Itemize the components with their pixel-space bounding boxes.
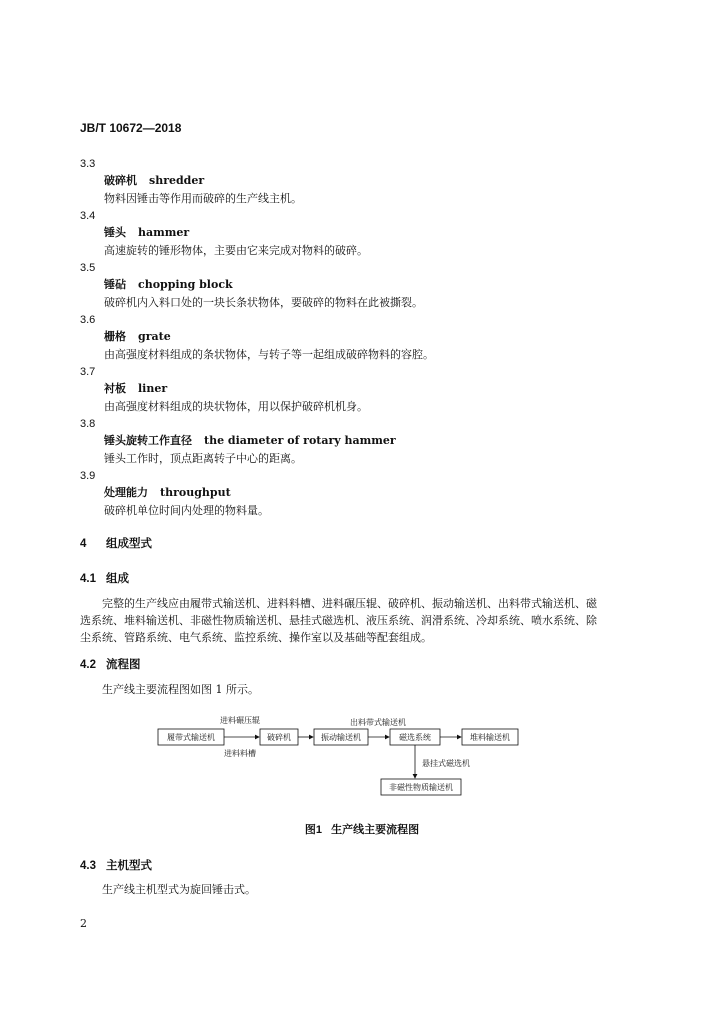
- term-en: liner: [138, 382, 168, 395]
- term-en: shredder: [149, 174, 205, 187]
- feed-chute-label: 进料料槽: [224, 749, 256, 758]
- term-cn: 破碎机: [104, 174, 137, 187]
- term-number: 3.4: [80, 210, 96, 222]
- box-vibrating-conveyor: [314, 729, 368, 745]
- section-4-2-heading: [80, 656, 141, 672]
- process-flowchart: [150, 712, 530, 802]
- term-3-5: [80, 260, 660, 311]
- section-4-3-heading: [80, 857, 152, 873]
- section-number: 4.2: [80, 659, 96, 671]
- section-4-3-body: 生产线主机型式为旋回锤击式。: [102, 883, 256, 896]
- outfeed-belt-label: 出料带式输送机: [350, 718, 406, 727]
- section-title: 主机型式: [106, 860, 152, 872]
- term-cn: 栅格: [104, 330, 126, 343]
- figure-caption: 图1 生产线主要流程图: [304, 824, 420, 836]
- term-en: chopping block: [138, 278, 233, 291]
- term-cn: 衬板: [104, 382, 126, 395]
- crusher-label: 破碎机: [267, 733, 291, 742]
- term-en: throughput: [160, 486, 231, 499]
- box-nonmagnetic-conveyor: [381, 779, 461, 795]
- box-magnetic-system: [390, 729, 440, 745]
- term-definition: 高速旋转的锤形物体，主要由它来完成对物料的破碎。: [104, 244, 368, 257]
- magnetic-system-label: 磁选系统: [399, 733, 431, 742]
- section-title: 组成: [106, 573, 129, 585]
- box-crawler-conveyor: [158, 729, 224, 745]
- term-number: 3.7: [80, 366, 96, 378]
- term-en: grate: [138, 330, 171, 343]
- term-en: hammer: [138, 226, 190, 239]
- term-en: the diameter of rotary hammer: [204, 434, 396, 447]
- term-3-9: [80, 468, 660, 519]
- term-number: 3.5: [80, 262, 96, 274]
- term-3-6: [80, 312, 660, 363]
- term-definition: 由高强度材料组成的条状物体，与转子等一起组成破碎物料的容腔。: [104, 348, 434, 361]
- term-3-8: [80, 416, 660, 467]
- section-number: 4.1: [80, 573, 96, 585]
- term-definition: 物料因锤击等作用而破碎的生产线主机。: [104, 192, 302, 205]
- section-4-2-body: 生产线主要流程图如图 1 所示。: [102, 683, 259, 696]
- term-number: 3.8: [80, 418, 96, 430]
- section-4-1-body: 完整的生产线应由履带式输送机、进料料槽、进料碾压辊、破碎机、振动输送机、出料带式输送机、磁选系统、堆料输送机、非磁性物质输送机、悬挂式磁选机、液压系统、润滑系统、冷却系统、喷水系统、除尘系统、管路系统、电气系统、监控系统、操作室以及基础等配套组成。: [80, 597, 597, 644]
- term-definition: 破碎机内入料口处的一块长条状物体，要破碎的物料在此被撕裂。: [104, 296, 423, 309]
- section-title: 组成型式: [106, 538, 152, 550]
- term-cn: 锤头: [104, 226, 126, 239]
- document-id: JB/T 10672—2018: [80, 121, 182, 135]
- term-cn: 处理能力: [104, 486, 148, 499]
- page-number: 2: [80, 917, 87, 930]
- section-4-1-heading: [80, 570, 129, 586]
- section-title: 流程图: [106, 659, 141, 671]
- nonmagnetic-conveyor-label: 非磁性物质输送机: [389, 783, 453, 792]
- stacking-conveyor-label: 堆料输送机: [470, 733, 510, 742]
- term-definition: 破碎机单位时间内处理的物料量。: [104, 504, 269, 517]
- box-stacking-conveyor: [462, 729, 518, 745]
- section-number: 4.3: [80, 860, 96, 872]
- term-number: 3.3: [80, 158, 96, 170]
- term-number: 3.9: [80, 470, 96, 482]
- box-crusher: [260, 729, 298, 745]
- term-number: 3.6: [80, 314, 96, 326]
- term-definition: 由高强度材料组成的块状物体，用以保护破碎机机身。: [104, 400, 368, 413]
- section-4-heading: [80, 535, 152, 551]
- term-3-7: [80, 364, 660, 415]
- feed-roller-label: 进料碾压辊: [220, 716, 260, 725]
- term-definition: 锤头工作时，顶点距离转子中心的距离。: [104, 452, 302, 465]
- term-cn: 锤砧: [104, 278, 126, 291]
- vibrating-conveyor-label: 振动输送机: [321, 733, 361, 742]
- crawler-conveyor-label: 履带式输送机: [167, 733, 215, 742]
- term-cn: 锤头旋转工作直径: [104, 434, 192, 447]
- section-number: 4: [80, 538, 87, 550]
- term-3-4: [80, 208, 660, 259]
- suspended-separator-label: 悬挂式磁选机: [422, 759, 470, 768]
- term-3-3: [80, 156, 660, 207]
